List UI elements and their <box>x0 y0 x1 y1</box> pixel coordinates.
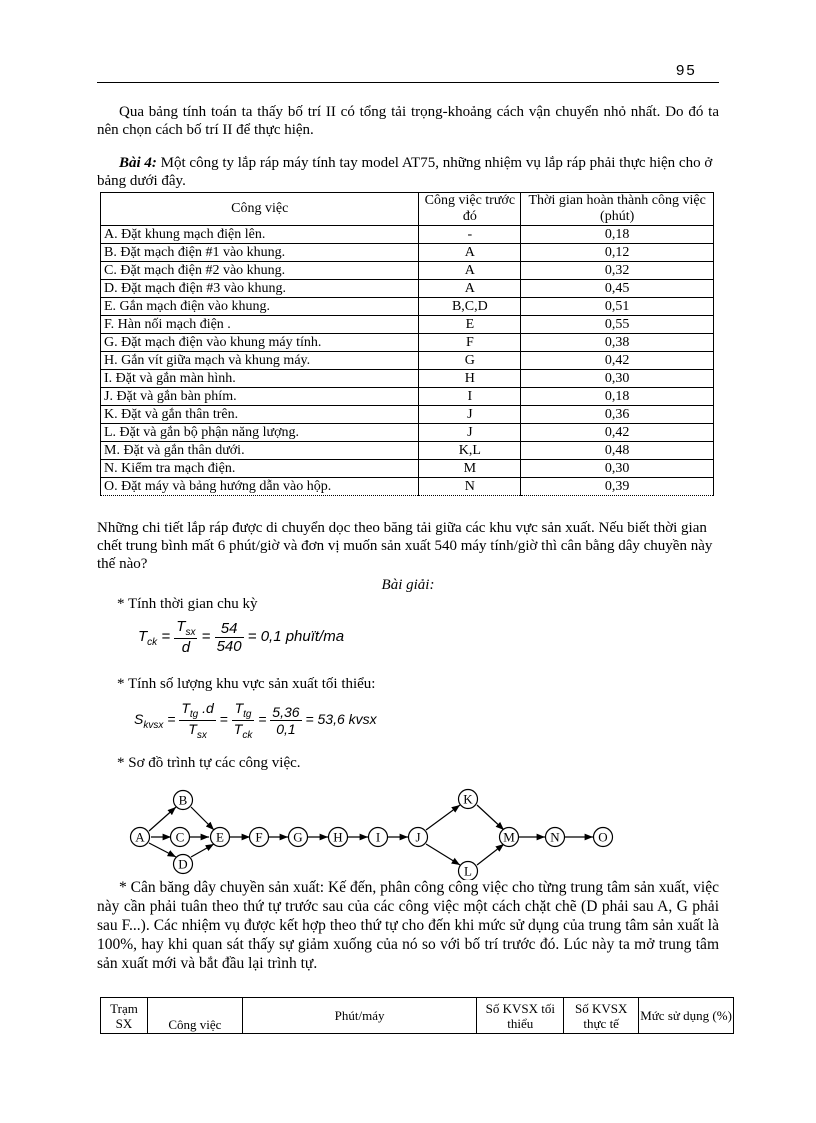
table-row <box>101 298 714 316</box>
pred-cell: A <box>419 280 521 298</box>
task-cell: E. Gắn mạch điện vào khung. <box>101 298 419 316</box>
diagram-node-g <box>289 828 308 847</box>
time-cell: 0,30 <box>521 460 714 478</box>
edge-B-E <box>191 807 214 830</box>
diagram-node-h <box>329 828 348 847</box>
task-cell: L. Đặt và gắn bộ phận năng lượng. <box>101 424 419 442</box>
time-cell: 0,55 <box>521 316 714 334</box>
intro-paragraph: Qua bảng tính toán ta thấy bố trí II có tổng tải trọng-khoảng cách vận chuyển nhỏ nhất. Do đó ta nên chọn cách bố trí II để thực hiện. <box>97 104 719 138</box>
time-cell: 0,42 <box>521 352 714 370</box>
diagram-node-label: G <box>293 829 303 845</box>
diagram-node-label: K <box>463 791 473 807</box>
task-cell: G. Đặt mạch điện vào khung máy tính. <box>101 334 419 352</box>
diagram-node-label: I <box>375 829 381 845</box>
table-row <box>101 370 714 388</box>
task-cell: C. Đặt mạch điện #2 vào khung. <box>101 262 419 280</box>
diagram-node-label: F <box>255 829 263 845</box>
exercise-text: Một công ty lắp ráp máy tính tay model AT75, những nhiệm vụ lắp ráp phải thực hiện cho ở bảng dưới đây. <box>97 155 713 189</box>
time-cell: 0,36 <box>521 406 714 424</box>
edge-D-E <box>191 844 214 857</box>
diagram-node-label: B <box>178 792 188 808</box>
task-cell: D. Đặt mạch điện #3 vào khung. <box>101 280 419 298</box>
diagram-node-label: O <box>598 829 608 845</box>
pred-cell: E <box>419 316 521 334</box>
pred-cell: H <box>419 370 521 388</box>
pred-cell: G <box>419 352 521 370</box>
table-row <box>101 280 714 298</box>
precedence-diagram <box>120 785 640 880</box>
task-table-header <box>101 193 714 226</box>
col-header-utilization: Mức sử dụng (%) <box>639 998 734 1034</box>
pred-cell: B,C,D <box>419 298 521 316</box>
time-cell: 0,30 <box>521 370 714 388</box>
col-header-task: Công việc <box>101 193 419 226</box>
formula-cycle-time: $T_{ck}$ = $\frac{T_{sx}}{d}$ = $\frac{54}{540}$ = 0,1 phuït/ma <box>138 618 345 656</box>
table-row <box>101 244 714 262</box>
diagram-node-c <box>171 828 190 847</box>
diagram-node-j <box>409 828 428 847</box>
col-header-pred: Công việc trước đó <box>419 193 521 226</box>
time-cell: 0,12 <box>521 244 714 262</box>
table-row <box>101 478 714 496</box>
pred-cell: J <box>419 406 521 424</box>
header-rule <box>97 82 719 83</box>
diagram-node-e <box>211 828 230 847</box>
edge-A-D <box>149 843 176 857</box>
diagram-node-n <box>546 828 565 847</box>
time-cell: 0,18 <box>521 226 714 244</box>
table-row <box>101 424 714 442</box>
pred-cell: I <box>419 388 521 406</box>
problem-paragraph: Những chi tiết lắp ráp được di chuyển dọc theo băng tải giữa các khu vực sản xuất. Nếu biết thời gian chết trung bình mất 6 phút/giờ và đơn vị muốn sản xuất 540 máy tính/giờ thì cân bằng dây chuyền này thế nào? <box>97 520 713 572</box>
pred-cell: N <box>419 478 521 496</box>
pred-cell: K,L <box>419 442 521 460</box>
edge-J-L <box>426 844 460 865</box>
task-cell: F. Hàn nối mạch điện . <box>101 316 419 334</box>
diagram-node-o <box>594 828 613 847</box>
col-header-min-stations: Số KVSX tối thiểu <box>477 998 564 1034</box>
diagram-node-label: A <box>135 829 145 845</box>
task-cell: I. Đặt và gắn màn hình. <box>101 370 419 388</box>
pred-cell: A <box>419 262 521 280</box>
time-cell: 0,48 <box>521 442 714 460</box>
f1-lhs: $T_{ck}$ <box>138 627 158 648</box>
station-table <box>100 997 734 1034</box>
diagram-node-b <box>174 791 193 810</box>
task-cell: O. Đặt máy và bảng hướng dẫn vào hộp. <box>101 478 419 496</box>
table-row <box>101 442 714 460</box>
pred-cell: - <box>419 226 521 244</box>
table-row <box>101 388 714 406</box>
step-cycle-time: * Tính thời gian chu kỳ <box>117 596 258 612</box>
task-cell: A. Đặt khung mạch điện lên. <box>101 226 419 244</box>
task-cell: M. Đặt và gắn thân dưới. <box>101 442 419 460</box>
table-row <box>101 334 714 352</box>
time-cell: 0,32 <box>521 262 714 280</box>
task-cell: J. Đặt và gắn bàn phím. <box>101 388 419 406</box>
solution-title: Bài giải: <box>381 577 435 593</box>
balance-paragraph: * Cân băng dây chuyền sản xuất: Kế đến, phân công công việc cho từng trung tâm sản xuất, việc này cần phải tuân theo thứ tự trước sau của các công việc một cách chặt chẽ (D phải sau A, G phải sau F...). Các nhiệm vụ được kết hợp theo thứ tự cho đến khi mức sử dụng của trung tâm sản xuất là 100%, hay khi quan sát thấy sự giảm xuống của nó so với bố trí trước đó. Lúc này ta mở trung tâm sản xuất mới và bắt đầu lại trình tự. <box>97 879 719 972</box>
exercise-label: Bài 4: <box>119 155 157 171</box>
diagram-node-label: N <box>550 829 560 845</box>
diagram-node-m <box>500 828 519 847</box>
time-cell: 0,39 <box>521 478 714 496</box>
task-cell: B. Đặt mạch điện #1 vào khung. <box>101 244 419 262</box>
step-min-stations: * Tính số lượng khu vực sản xuất tối thiểu: <box>117 676 376 692</box>
table-row <box>101 226 714 244</box>
edge-K-M <box>477 805 504 830</box>
step-diagram: * Sơ đồ trình tự các công việc. <box>117 755 301 771</box>
station-table-header <box>101 998 734 1034</box>
pred-cell: J <box>419 424 521 442</box>
pred-cell: A <box>419 244 521 262</box>
diagram-node-i <box>369 828 388 847</box>
col-header-time: Thời gian hoàn thành công việc (phút) <box>521 193 714 226</box>
pred-cell: F <box>419 334 521 352</box>
col-header-actual-stations: Số KVSX thực tế <box>564 998 639 1034</box>
time-cell: 0,42 <box>521 424 714 442</box>
diagram-node-label: M <box>503 829 515 845</box>
col-header-station: Trạm SX <box>101 998 148 1034</box>
edge-J-K <box>426 805 460 830</box>
page-number: 95 <box>676 62 697 79</box>
table-row <box>101 316 714 334</box>
time-cell: 0,38 <box>521 334 714 352</box>
diagram-node-label: L <box>464 863 472 879</box>
formula-min-stations: $S_{kvsx}$ = $\frac{T_{tg} .d}{T_{sx}}$ = $\frac{T_{tg}}{T_{ck}}$ = $\frac{5,36}{0,1}$ = 53,6 kvsx <box>134 700 377 741</box>
edge-L-M <box>477 844 504 865</box>
table-row <box>101 460 714 478</box>
task-cell: H. Gắn vít giữa mạch và khung máy. <box>101 352 419 370</box>
task-table <box>100 192 714 496</box>
diagram-node-label: D <box>178 856 188 872</box>
diagram-node-f <box>250 828 269 847</box>
table-row <box>101 352 714 370</box>
table-row <box>101 262 714 280</box>
diagram-node-d <box>174 855 193 874</box>
diagram-node-label: E <box>216 829 224 845</box>
edge-A-B <box>149 807 176 831</box>
time-cell: 0,18 <box>521 388 714 406</box>
task-cell: K. Đặt và gắn thân trên. <box>101 406 419 424</box>
col-header-work: Công việc <box>147 998 242 1034</box>
time-cell: 0,51 <box>521 298 714 316</box>
time-cell: 0,45 <box>521 280 714 298</box>
diagram-node-label: J <box>415 829 421 845</box>
task-cell: N. Kiểm tra mạch điện. <box>101 460 419 478</box>
pred-cell: M <box>419 460 521 478</box>
diagram-node-k <box>459 790 478 809</box>
diagram-node-a <box>131 828 150 847</box>
diagram-node-label: C <box>175 829 185 845</box>
col-header-minutes: Phút/máy <box>242 998 477 1034</box>
diagram-node-label: H <box>333 829 343 845</box>
table-row <box>101 406 714 424</box>
exercise-paragraph <box>97 154 719 190</box>
